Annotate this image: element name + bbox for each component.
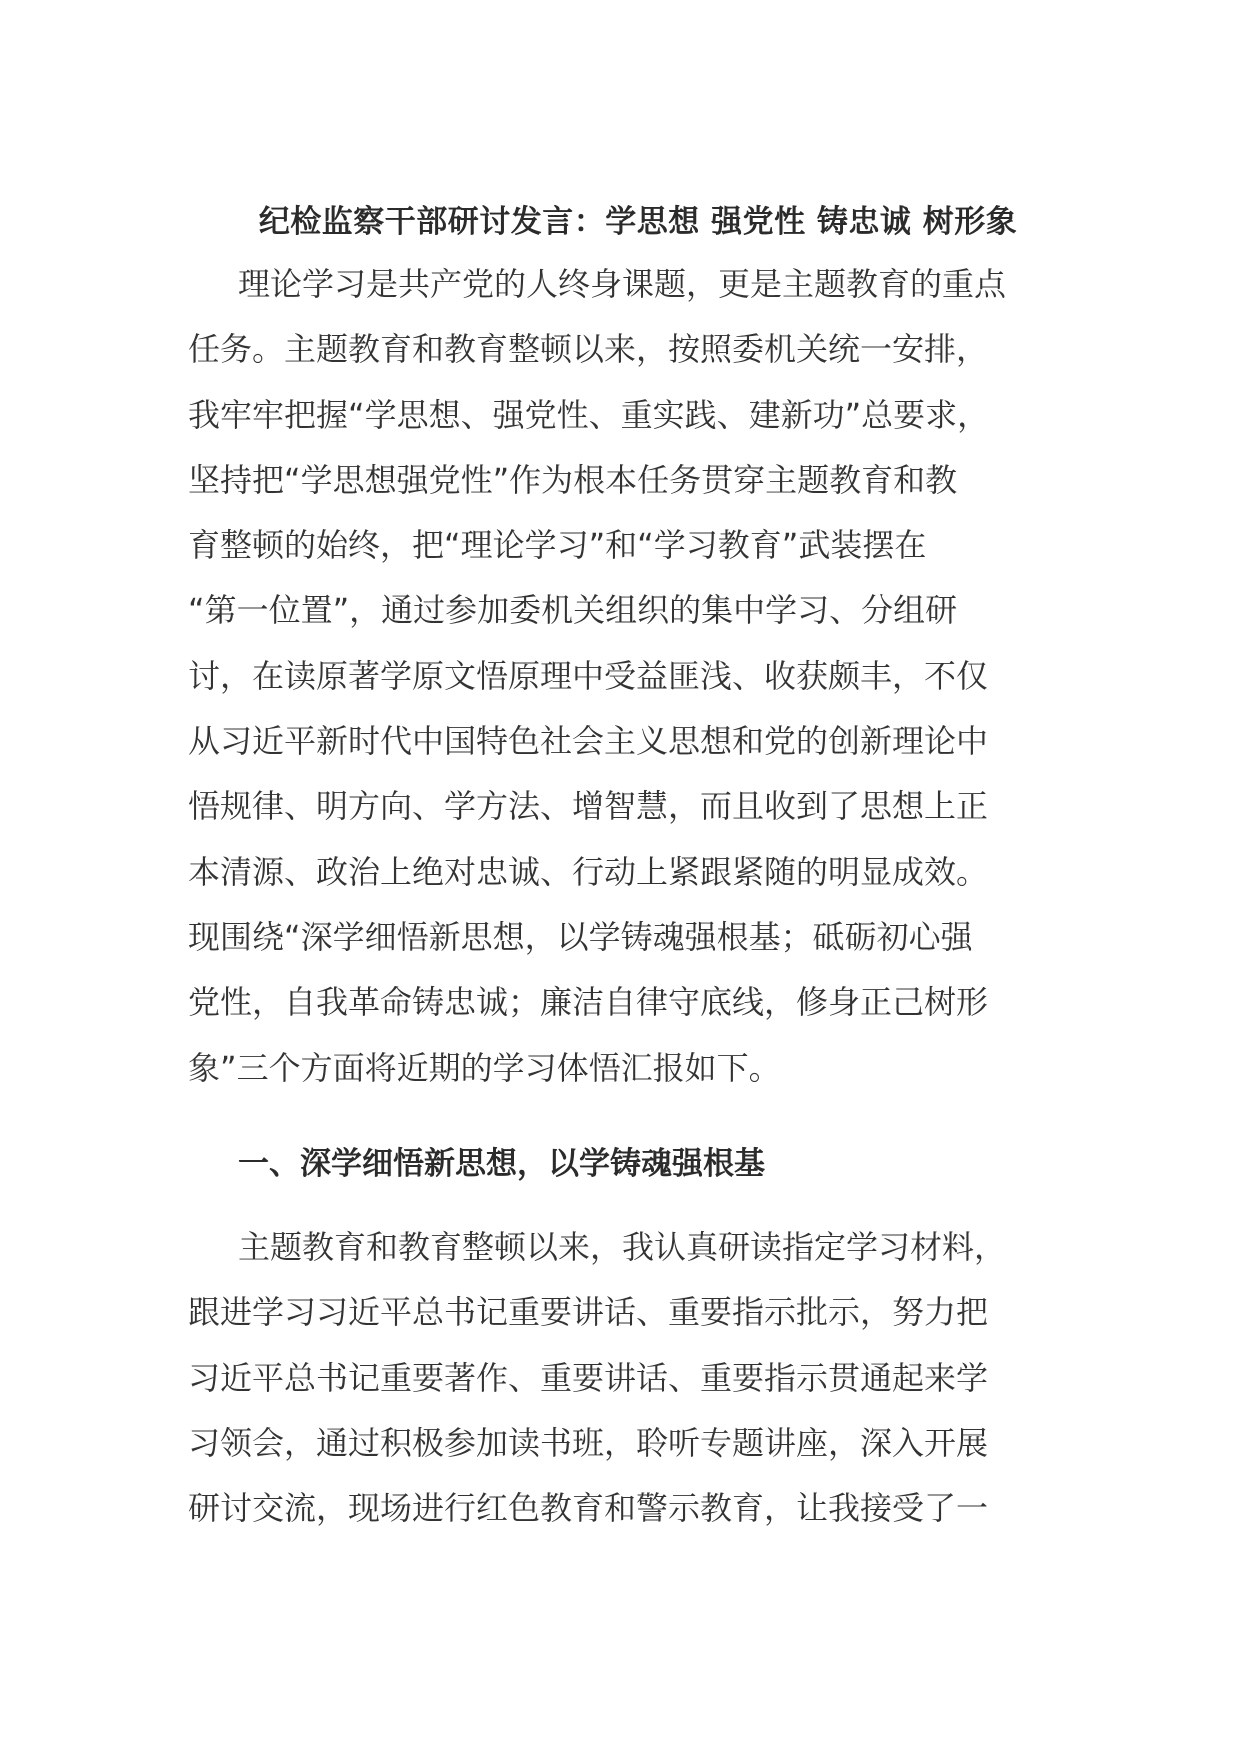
section1-paragraph <box>188 1215 1068 1541</box>
paragraph-line: 跟进学习习近平总书记重要讲话、重要指示批示，努力把 <box>188 1293 989 1332</box>
paragraph-line: 习近平总书记重要著作、重要讲话、重要指示贯通起来学 <box>188 1358 989 1397</box>
paragraph-line: 育整顿的始终，把“理论学习”和“学习教育”武装摆在 <box>188 526 927 565</box>
paragraph-line: 主题教育和教育整顿以来，我认真研读指定学习材料， <box>238 1228 1007 1266</box>
paragraph-line: 讨，在读原著学原文悟原理中受益匪浅、收获颇丰，不仅 <box>188 656 989 695</box>
paragraph-line: “第一位置”，通过参加委机关组织的集中学习、分组研 <box>188 591 958 630</box>
paragraph-line: 从习近平新时代中国特色社会主义思想和党的创新理论中 <box>188 722 989 761</box>
paragraph-line: 我牢牢把握“学思想、强党性、重实践、建新功”总要求， <box>188 395 990 434</box>
paragraph-line: 研讨交流，现场进行红色教育和警示教育，让我接受了一 <box>188 1489 989 1528</box>
document-title: 纪检监察干部研讨发言：学思想 强党性 铸忠诚 树形象 <box>258 204 1018 240</box>
paragraph-line: 悟规律、明方向、学方法、增智慧，而且收到了思想上正 <box>188 787 989 826</box>
paragraph-line: 习领会，通过积极参加读书班，聆听专题讲座，深入开展 <box>188 1423 989 1462</box>
paragraph-line: 本清源、政治上绝对忠诚、行动上紧跟紧随的明显成效。 <box>188 852 989 891</box>
paragraph-line: 象”三个方面将近期的学习体悟汇报如下。 <box>188 1048 781 1087</box>
intro-paragraph <box>188 252 1068 1101</box>
paragraph-line: 任务。主题教育和教育整顿以来，按照委机关统一安排， <box>188 330 989 369</box>
paragraph-line: 理论学习是共产党的人终身课题，更是主题教育的重点 <box>238 265 1007 303</box>
paragraph-line: 坚持把“学思想强党性”作为根本任务贯穿主题教育和教 <box>188 460 958 499</box>
section-heading: 一、深学细悟新思想，以学铸魂强根基 <box>238 1146 765 1182</box>
paragraph-line: 党性，自我革命铸忠诚；廉洁自律守底线，修身正己树形 <box>188 983 989 1022</box>
paragraph-line: 现围绕“深学细悟新思想，以学铸魂强根基；砥砺初心强 <box>188 917 973 956</box>
